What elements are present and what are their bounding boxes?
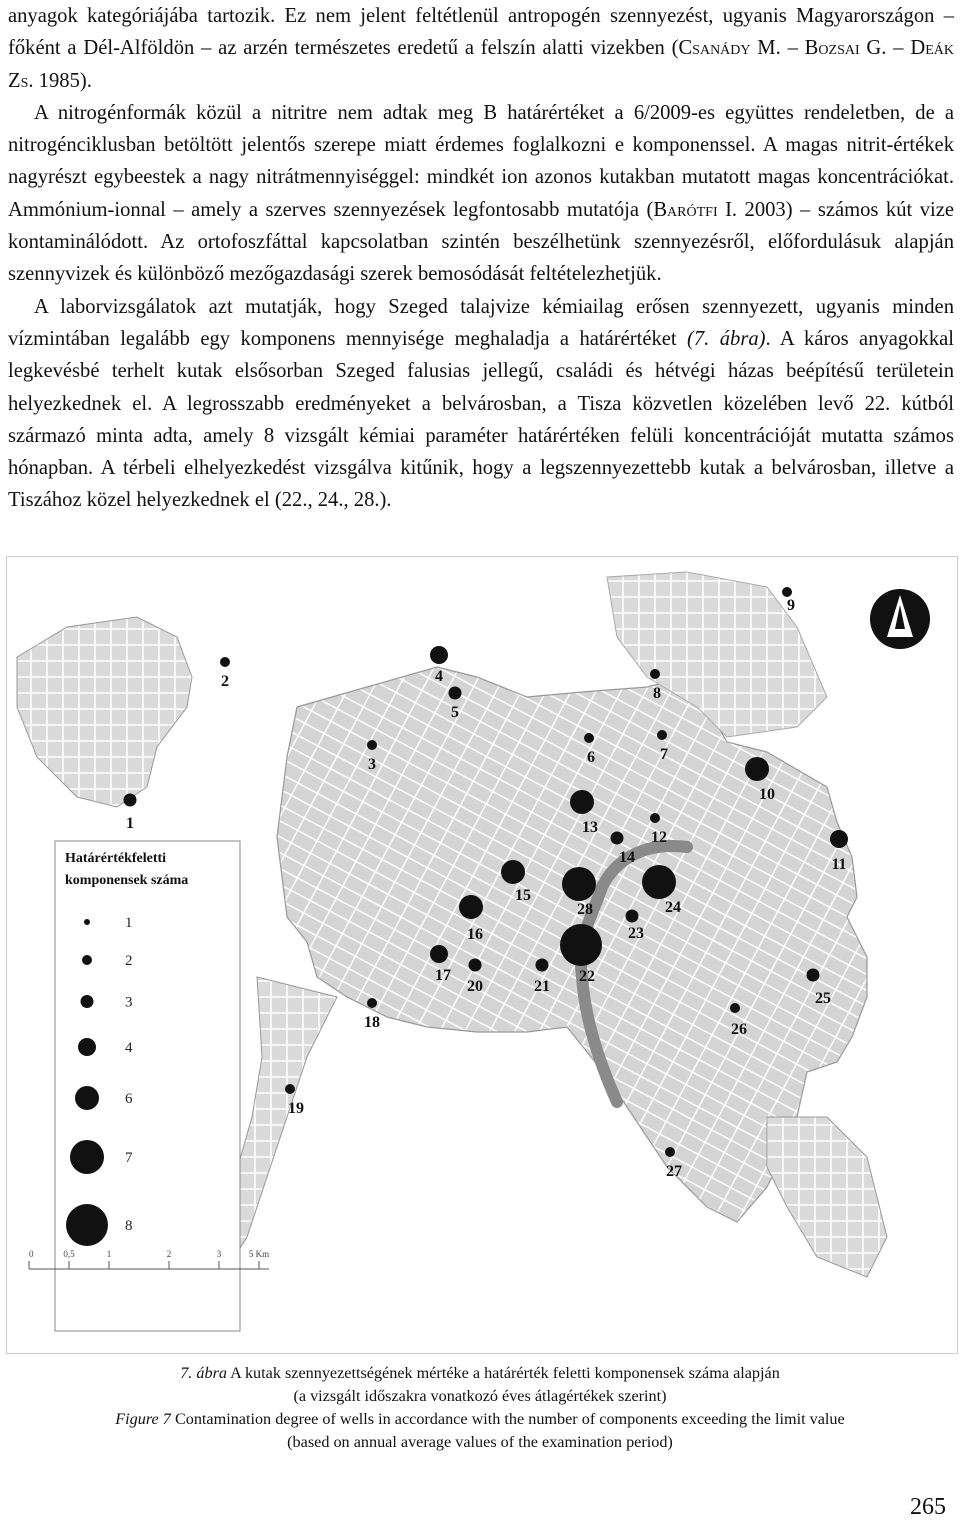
well-label-24: 24 (665, 899, 681, 916)
well-marker-12 (650, 813, 660, 823)
text-run: M. – (750, 37, 805, 60)
well-marker-15 (501, 860, 525, 884)
text-run: I. 2003) – számos kút vize kontaminálódott. Az ortofoszfáttal kapcsolatban szintén beszélhetünk szennyezésről, előfordulásuk alapján szennyvizek és különböző mezőgazdasági szerek bemosódását feltételezhetjük. (8, 198, 954, 286)
well-label-5: 5 (451, 704, 459, 721)
well-marker-23 (626, 910, 639, 923)
well-label-10: 10 (759, 786, 775, 803)
well-label-17: 17 (435, 967, 451, 984)
well-label-6: 6 (587, 749, 595, 766)
well-marker-10 (745, 757, 769, 781)
well-marker-27 (665, 1147, 675, 1157)
well-label-19: 19 (288, 1100, 304, 1117)
text-run: . 1985). (28, 69, 92, 92)
well-marker-11 (830, 830, 848, 848)
well-label-20: 20 (467, 978, 483, 995)
text-run: . A káros anyagokkal legkevésbé terhelt kutak elsősorban Szeged falusias jellegű, családi és hétvégi házas beépítésű területein helyezkednek el. A legrosszabb eredményeket a belvárosban, a Tisza közvetlen közelében levő 22. kútból származó minta adta, amely 8 vizsgált kémiai paraméter határértéken felüli koncentrációját mutatta számos hónapban. A térbeli elhelyezkedést vizsgálva kitűnik, hogy a legszennyezettebb kutak a belvárosban, illetve a Tiszához közel helyezkednek el (22., 24., 28.). (8, 327, 954, 512)
well-label-26: 26 (731, 1021, 747, 1038)
well-marker-21 (536, 959, 549, 972)
scale-label: 3 (216, 1249, 222, 1259)
text-run: Zs (8, 69, 29, 92)
well-label-9: 9 (787, 597, 795, 614)
well-marker-2 (220, 657, 230, 667)
well-marker-8 (650, 669, 660, 679)
well-label-1: 1 (126, 815, 134, 832)
well-marker-14 (611, 832, 624, 845)
well-marker-13 (570, 790, 594, 814)
legend-title-line2: komponensek száma (65, 873, 189, 888)
legend-marker-2 (82, 955, 92, 965)
legend-label-4: 4 (125, 1040, 133, 1056)
page-number: 265 (910, 1494, 946, 1520)
well-marker-3 (367, 740, 377, 750)
well-marker-25 (807, 969, 820, 982)
legend-marker-6 (75, 1086, 99, 1110)
text-run: Deák (910, 37, 954, 60)
well-label-27: 27 (666, 1163, 682, 1180)
text-run: anyagok kategóriájába tartozik. Ez nem jelent feltétlenül antropogén szennyezést, ugyanis Magyarországon – főként a Dél-Alföldön – az arzén természetes eredetű a felszín alatti vizekben ( (8, 5, 954, 60)
well-marker-5 (449, 687, 462, 700)
legend-label-2: 2 (125, 953, 133, 969)
well-label-7: 7 (660, 746, 668, 763)
legend-marker-7 (70, 1140, 104, 1174)
well-label-22: 22 (579, 968, 595, 985)
well-marker-22 (560, 924, 602, 966)
legend-label-6: 6 (125, 1091, 133, 1107)
map-legend (55, 841, 240, 1331)
well-label-16: 16 (467, 926, 483, 943)
well-label-28: 28 (577, 901, 593, 918)
legend-label-7: 7 (125, 1150, 133, 1166)
well-marker-6 (584, 733, 594, 743)
well-label-13: 13 (582, 819, 598, 836)
caption-hu-line2: (a vizsgált időszakra vonatkozó éves átlagértékek szerint) (293, 1387, 667, 1405)
paragraph-1 (8, 0, 954, 97)
legend-label-8: 8 (125, 1218, 133, 1234)
well-label-14: 14 (619, 849, 635, 866)
figure-caption (0, 1362, 960, 1454)
well-marker-9 (782, 587, 792, 597)
well-marker-1 (124, 794, 137, 807)
south-east-corridor (767, 1117, 887, 1277)
well-label-25: 25 (815, 990, 831, 1007)
well-marker-17 (430, 945, 448, 963)
well-label-23: 23 (628, 925, 644, 942)
caption-en-line1: Figure 7 Contamination degree of wells in accordance with the number of components exceeding the limit value (115, 1410, 845, 1428)
legend-marker-3 (81, 995, 94, 1008)
scale-label: 2 (166, 1249, 172, 1259)
well-marker-16 (459, 895, 483, 919)
text-run: Csanády (678, 37, 751, 60)
well-label-8: 8 (653, 685, 661, 702)
text-run: Barótfi (653, 198, 718, 221)
well-marker-18 (367, 998, 377, 1008)
legend-label-1: 1 (125, 915, 133, 931)
scale-label: 1 (106, 1249, 112, 1259)
well-marker-26 (730, 1003, 740, 1013)
well-contamination-map (7, 557, 957, 1353)
well-marker-20 (469, 959, 482, 972)
text-run: A laborvizsgálatok azt mutatják, hogy Szeged talajvize kémiailag erősen szennyezett, ugyanis minden vízmintában legalább egy komponens mennyisége meghaladja a határértéket (8, 295, 954, 350)
legend-label-3: 3 (125, 994, 133, 1011)
well-marker-24 (642, 865, 676, 899)
legend-marker-1 (84, 919, 90, 925)
figure-7-map (6, 556, 958, 1354)
text-run: Bozsai (804, 37, 860, 60)
well-marker-4 (430, 646, 448, 664)
scale-label: 0,5 (63, 1249, 75, 1259)
north-arrow (870, 589, 930, 649)
caption-hu-line1: 7. ábra A kutak szennyezettségének mértéke a határérték feletti komponensek száma alapján (180, 1364, 780, 1382)
well-label-3: 3 (368, 756, 376, 773)
well-label-11: 11 (831, 856, 847, 873)
well-label-4: 4 (435, 668, 443, 685)
well-label-18: 18 (364, 1014, 380, 1031)
text-run: G. – (859, 37, 911, 60)
legend-marker-4 (78, 1038, 96, 1056)
text-run: (7. ábra) (687, 327, 766, 350)
west-district (17, 617, 192, 807)
legend-marker-8 (66, 1204, 108, 1246)
well-label-12: 12 (651, 829, 667, 846)
well-marker-19 (285, 1084, 295, 1094)
caption-en-line2: (based on annual average values of the examination period) (287, 1433, 673, 1451)
well-label-21: 21 (534, 978, 550, 995)
well-marker-7 (657, 730, 667, 740)
well-marker-28 (562, 867, 596, 901)
well-label-2: 2 (221, 673, 229, 690)
scale-label: 5 Km (248, 1249, 270, 1259)
scale-label: 0 (29, 1249, 34, 1259)
paragraph-2 (8, 97, 954, 291)
text-run: A nitrogénformák közül a nitritre nem adtak meg B határértéket a 6/2009-es együttes rendeletben, de a nitrogénciklusban betöltött jelentős szerepe miatt érdemes foglalkozni e komponenssel. A magas nitrit-értékek nagyrészt egybeestek a nagy nitrátmennyiséggel: mindkét ion azonos kutakban mutatott magas koncentrációkat. Ammónium-ionnal – amely a szerves szennyezések legfontosabb mutatója ( (8, 101, 954, 221)
body-text (8, 0, 954, 517)
well-label-15: 15 (515, 887, 531, 904)
legend-title-line1: Határértékfeletti (65, 851, 167, 866)
paragraph-3 (8, 291, 954, 517)
